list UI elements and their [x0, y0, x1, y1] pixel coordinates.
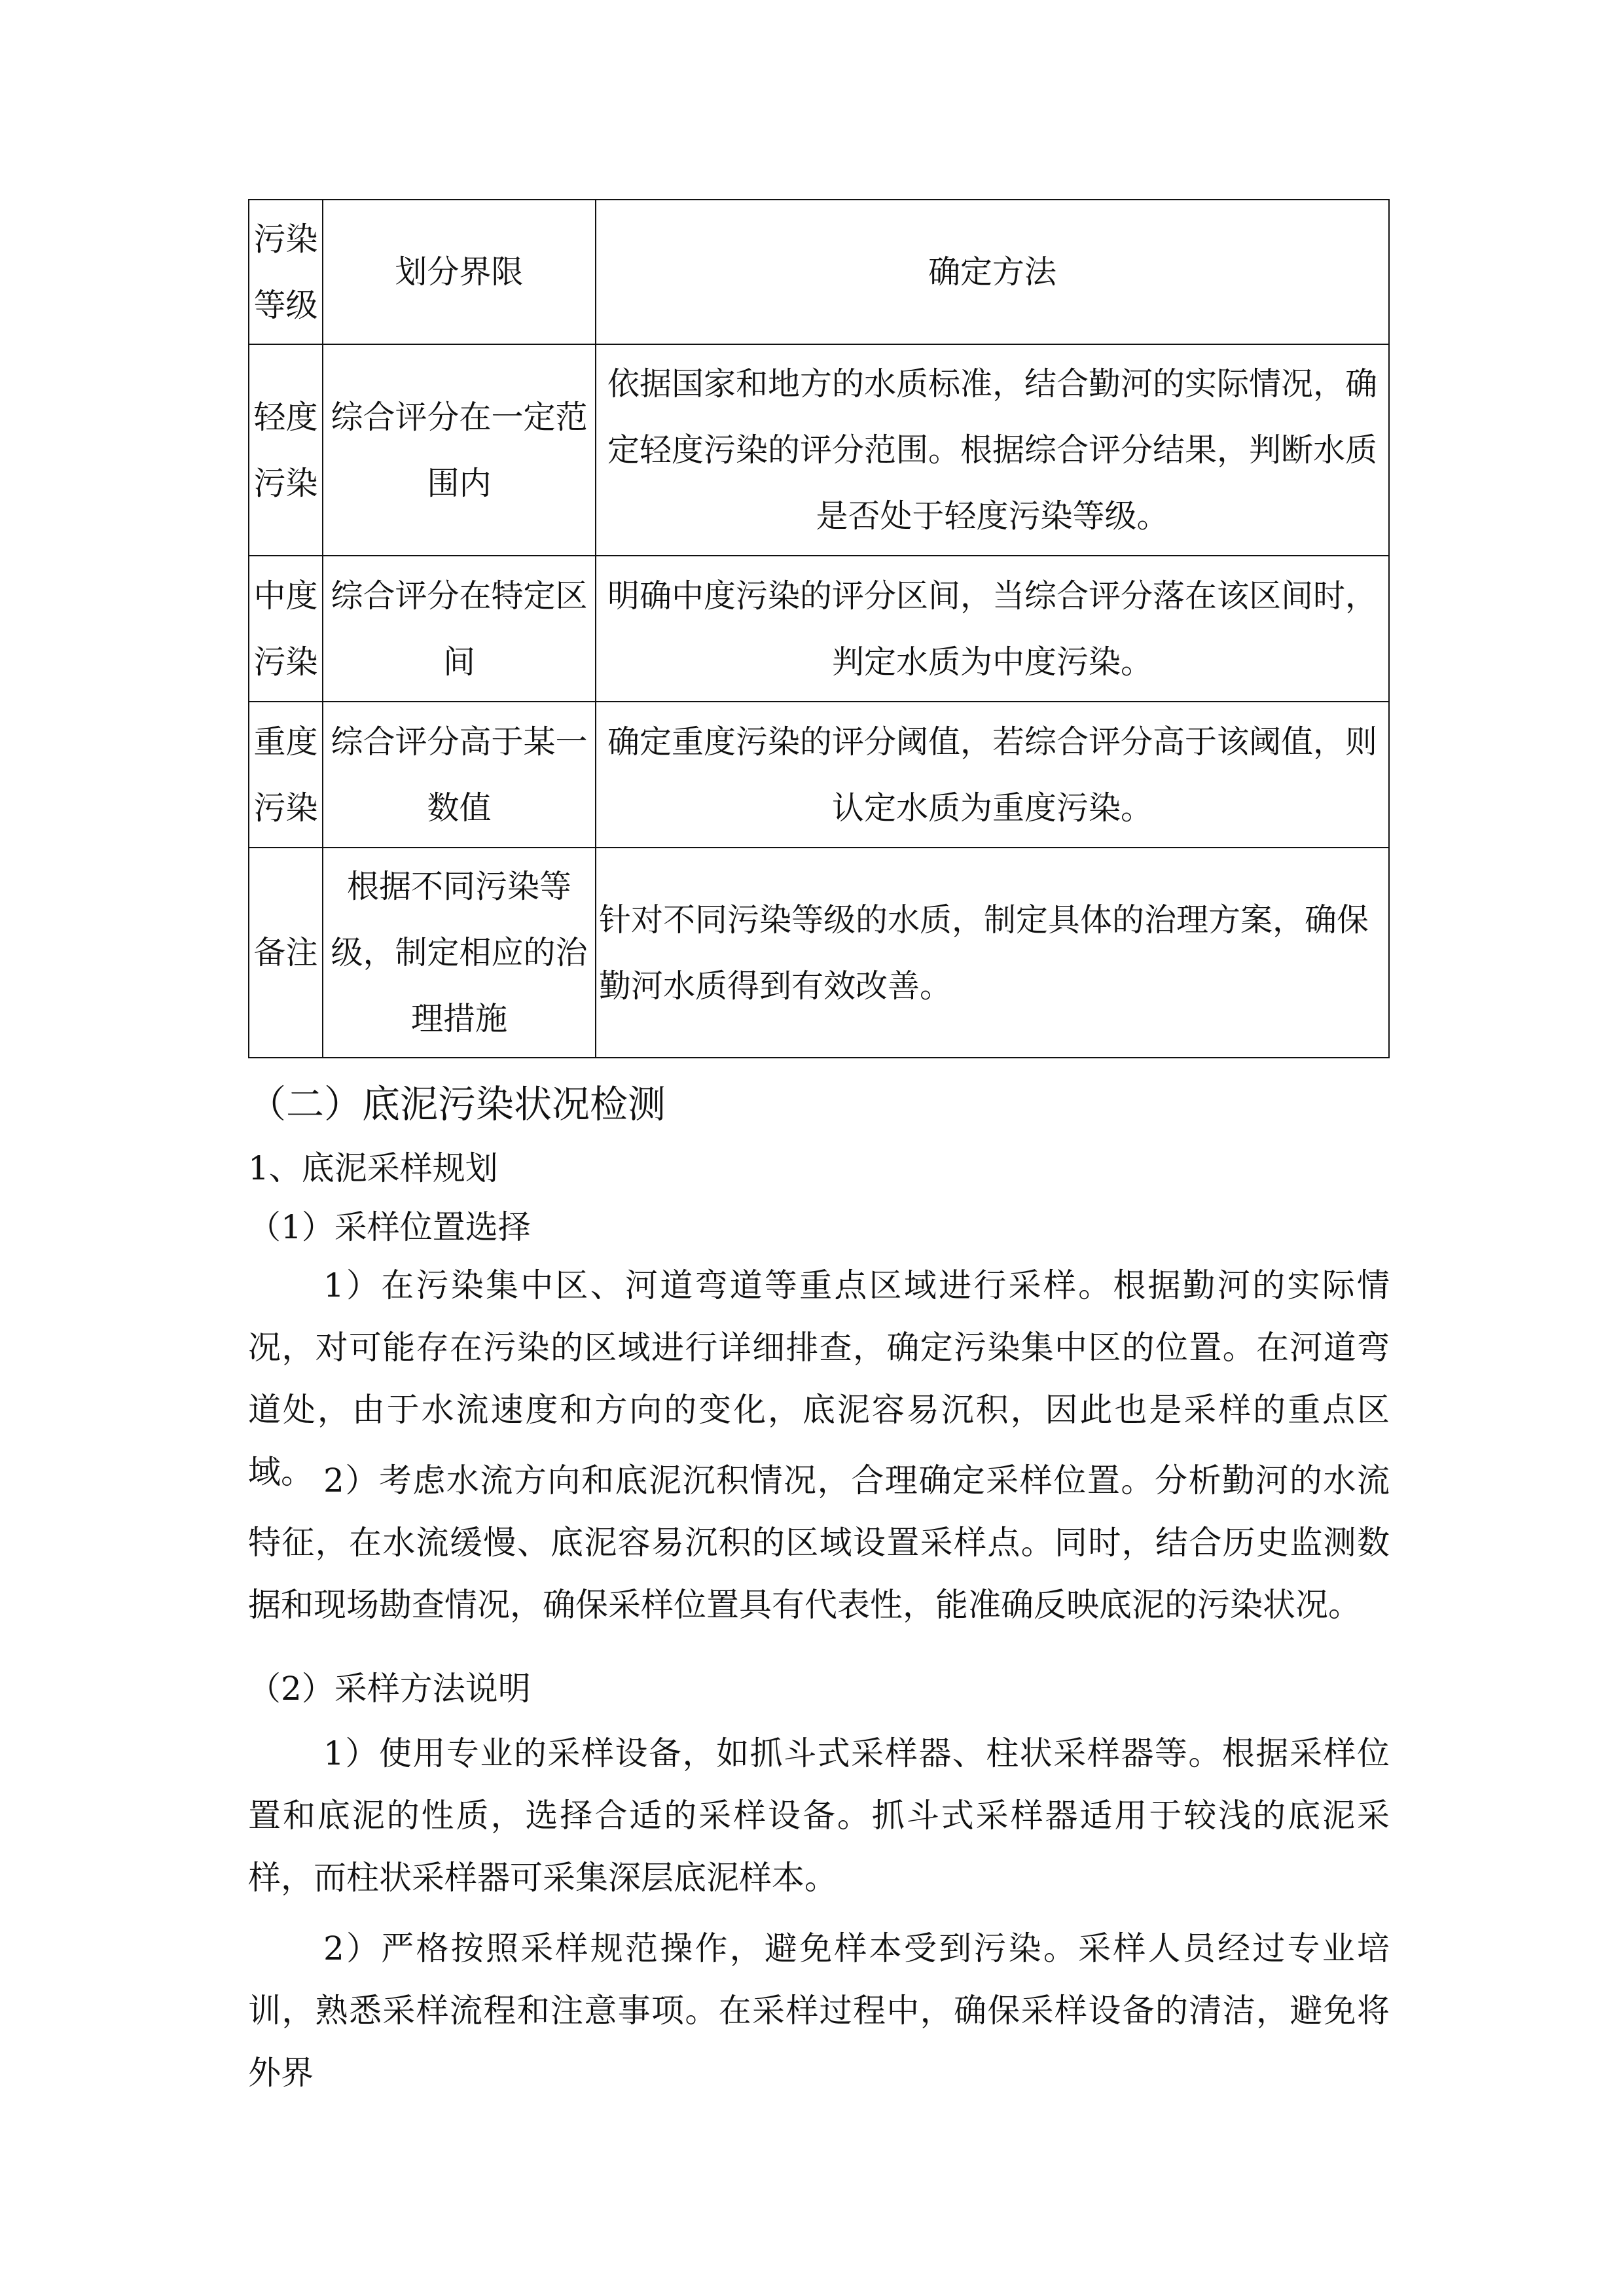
table-cell: 确定重度污染的评分阈值，若综合评分高于该阈值，则认定水质为重度污染。 — [596, 702, 1389, 848]
table-cell: 轻度污染 — [249, 344, 323, 556]
paragraph: 1）在污染集中区、河道弯道等重点区域进行采样。根据勤河的实际情况，对可能存在污染的区域进行详细排查，确定污染集中区的位置。在河道弯道处，由于水流速度和方向的变化，底泥容易沉积，因此也是采样的重点区域。 — [248, 1266, 1390, 1491]
header-cell: 划分界限 — [323, 200, 596, 344]
table-row — [249, 344, 1389, 556]
table-cell: 中度污染 — [249, 556, 323, 702]
header-cell: 污染等级 — [249, 200, 323, 344]
section-title: （二）底泥污染状况检测 — [248, 1082, 666, 1126]
table-cell: 依据国家和地方的水质标准，结合勤河的实际情况，确定轻度污染的评分范围。根据综合评分结果，判断水质是否处于轻度污染等级。 — [596, 344, 1389, 556]
table-cell: 重度污染 — [249, 702, 323, 848]
table-row — [249, 702, 1389, 848]
table-cell: 综合评分在一定范围内 — [323, 344, 596, 556]
subsection-title: 1、底泥采样规划 — [248, 1149, 498, 1187]
item-title: （2）采样方法说明 — [248, 1670, 531, 1708]
table-cell: 根据不同污染等级，制定相应的治理措施 — [323, 848, 596, 1058]
pollution-level-table — [248, 199, 1390, 1058]
paragraph: 2）严格按照采样规范操作，避免样本受到污染。采样人员经过专业培训，熟悉采样流程和注意事项。在采样过程中，确保采样设备的清洁，避免将外界 — [248, 1929, 1390, 2092]
table-cell: 备注 — [249, 848, 323, 1058]
paragraph: 1）使用专业的采样设备，如抓斗式采样器、柱状采样器等。根据采样位置和底泥的性质，选择合适的采样设备。抓斗式采样器适用于较浅的底泥采样，而柱状采样器可采集深层底泥样本。 — [248, 1734, 1390, 1897]
table-cell: 综合评分在特定区间 — [323, 556, 596, 702]
table-header-row — [249, 200, 1389, 344]
item-title: （1）采样位置选择 — [248, 1208, 531, 1246]
table-cell: 明确中度污染的评分区间，当综合评分落在该区间时，判定水质为中度污染。 — [596, 556, 1389, 702]
table-row — [249, 556, 1389, 702]
table-row — [249, 848, 1389, 1058]
header-cell: 确定方法 — [596, 200, 1389, 344]
paragraph: 2）考虑水流方向和底泥沉积情况，合理确定采样位置。分析勤河的水流特征，在水流缓慢、底泥容易沉积的区域设置采样点。同时，结合历史监测数据和现场勘查情况，确保采样位置具有代表性，能准确反映底泥的污染状况。 — [248, 1462, 1390, 1624]
table-cell: 针对不同污染等级的水质，制定具体的治理方案，确保勤河水质得到有效改善。 — [596, 848, 1389, 1058]
table-cell: 综合评分高于某一数值 — [323, 702, 596, 848]
